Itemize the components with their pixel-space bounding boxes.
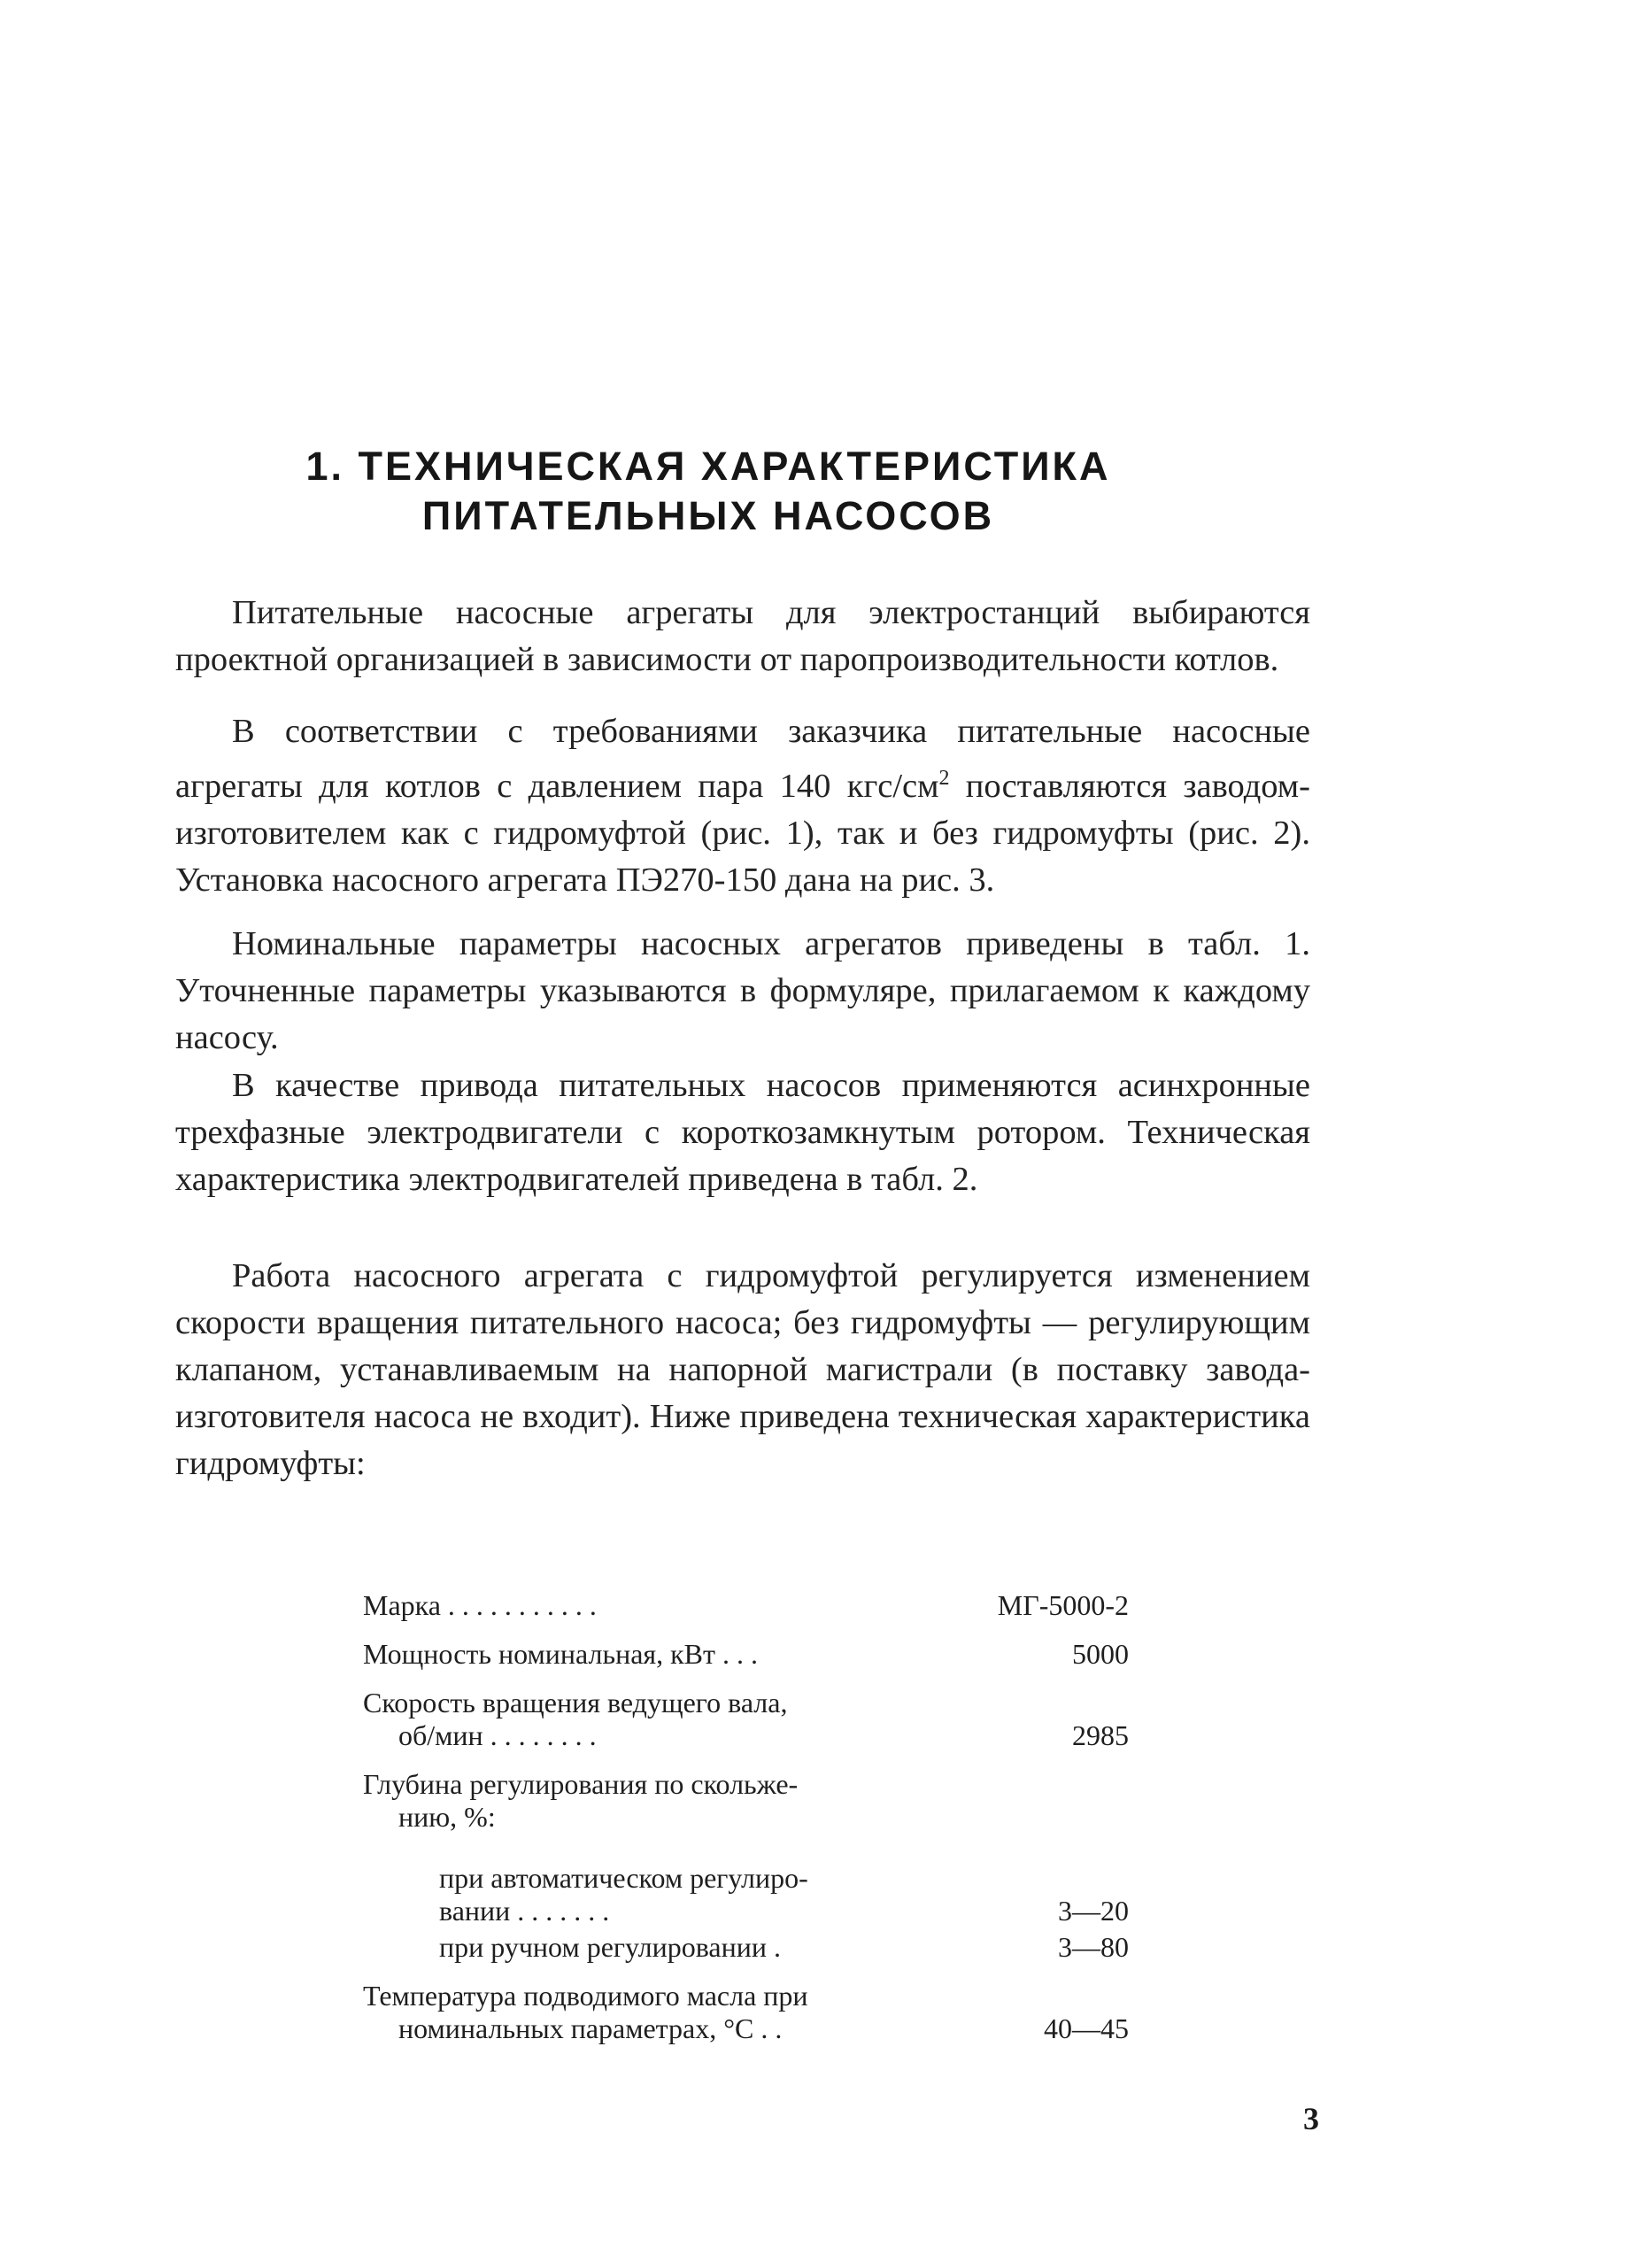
spec-auto-label bbox=[363, 1862, 938, 1927]
coupling-specs-list bbox=[363, 1589, 1129, 2061]
spec-temp-label bbox=[363, 1980, 938, 2045]
paragraph-3-text: Номинальные параметры насосных агрегатов приведены в табл. 1. Уточненные параметры указываются в формуляре, прилагаемом к каждому насосу. bbox=[175, 925, 1310, 1056]
superscript-2: 2 bbox=[938, 767, 950, 790]
spec-temp-label-line-1: Температура подводимого масла при bbox=[363, 1980, 808, 2012]
spec-auto-label-line-2: вании . . . . . . . bbox=[439, 1895, 610, 1927]
spec-power-value: 5000 bbox=[1072, 1638, 1129, 1670]
spec-depth-label bbox=[363, 1768, 938, 1834]
paragraph-3 bbox=[175, 921, 1310, 1062]
spec-speed-label-line-2: об/мин . . . . . . . . bbox=[398, 1719, 597, 1751]
spec-speed bbox=[363, 1687, 1129, 1752]
spacer bbox=[363, 1850, 1129, 1862]
paragraph-2-part-2: поставляются заводом-изготовителем как с гидромуфтой (рис. 1), так и без гидромуфты (рис. 2). Установка насосного агрегата ПЭ270-150 дана на рис. 3. bbox=[175, 767, 1310, 899]
spec-manual-label: при ручном регулировании . bbox=[439, 1931, 781, 1963]
spec-brand bbox=[363, 1589, 1129, 1622]
spec-speed-value: 2985 bbox=[1072, 1719, 1129, 1751]
spec-brand-label: Марка . . . . . . . . . . . bbox=[363, 1589, 597, 1621]
spec-brand-value: МГ-5000-2 bbox=[997, 1589, 1129, 1621]
section-heading-line-2: ПИТАТЕЛЬНЫХ НАСОСОВ bbox=[421, 493, 995, 538]
spec-manual bbox=[363, 1931, 1129, 1964]
spec-depth-label-line-1: Глубина регулирования по скольже- bbox=[363, 1768, 799, 1800]
spec-depth-label-line-2: нию, %: bbox=[398, 1801, 496, 1833]
page-number: 3 bbox=[1303, 2101, 1319, 2136]
spec-auto-value: 3—20 bbox=[1058, 1895, 1129, 1927]
paragraph-2-part-1: В соответствии с требованиями заказчика питательные насосные агрегаты для котлов с давлением пара 140 кгс/см bbox=[175, 713, 1310, 805]
spec-auto-label-line-1: при автоматическом регулиро- bbox=[439, 1862, 808, 1894]
spec-manual-value: 3—80 bbox=[1058, 1931, 1129, 1963]
spec-speed-label bbox=[363, 1687, 938, 1752]
spec-temp bbox=[363, 1980, 1129, 2045]
spec-depth bbox=[363, 1768, 1129, 1834]
paragraph-4 bbox=[175, 1062, 1310, 1203]
section-heading-line-1: 1. ТЕХНИЧЕСКАЯ ХАРАКТЕРИСТИКА bbox=[305, 444, 1111, 489]
spec-speed-label-line-1: Скорость вращения ведущего вала, bbox=[363, 1687, 788, 1718]
spec-auto bbox=[363, 1862, 1129, 1927]
spec-power-label: Мощность номинальная, кВт . . . bbox=[363, 1638, 758, 1670]
paragraph-2 bbox=[175, 708, 1310, 904]
paragraph-4-text: В качестве привода питательных насосов применяются асинхронные трехфазные электродвигатели с короткозамкнутым ротором. Техническая характеристика электродвигателей приведена в табл. 2. bbox=[175, 1067, 1310, 1198]
paragraph-5 bbox=[175, 1253, 1310, 1487]
paragraph-2-text bbox=[175, 708, 1310, 904]
paragraph-1-text: Питательные насосные агрегаты для электростанций выбираются проектной организацией в зависимости от паропроизводительности котлов. bbox=[175, 594, 1310, 678]
spec-power bbox=[363, 1638, 1129, 1671]
spec-temp-value: 40—45 bbox=[1044, 2012, 1129, 2044]
paragraph-1 bbox=[175, 590, 1310, 684]
spec-temp-label-line-2: номинальных параметрах, °С . . bbox=[398, 2012, 783, 2044]
paragraph-5-text: Работа насосного агрегата с гидромуфтой регулируется изменением скорости вращения питательного насоса; без гидромуфты — регулирующим клапаном, устанавливаемым на напорной магистрали (в поставку завода-изготовителя насоса не входит). Ниже приведена техническая характеристика гидромуфты: bbox=[175, 1257, 1310, 1482]
